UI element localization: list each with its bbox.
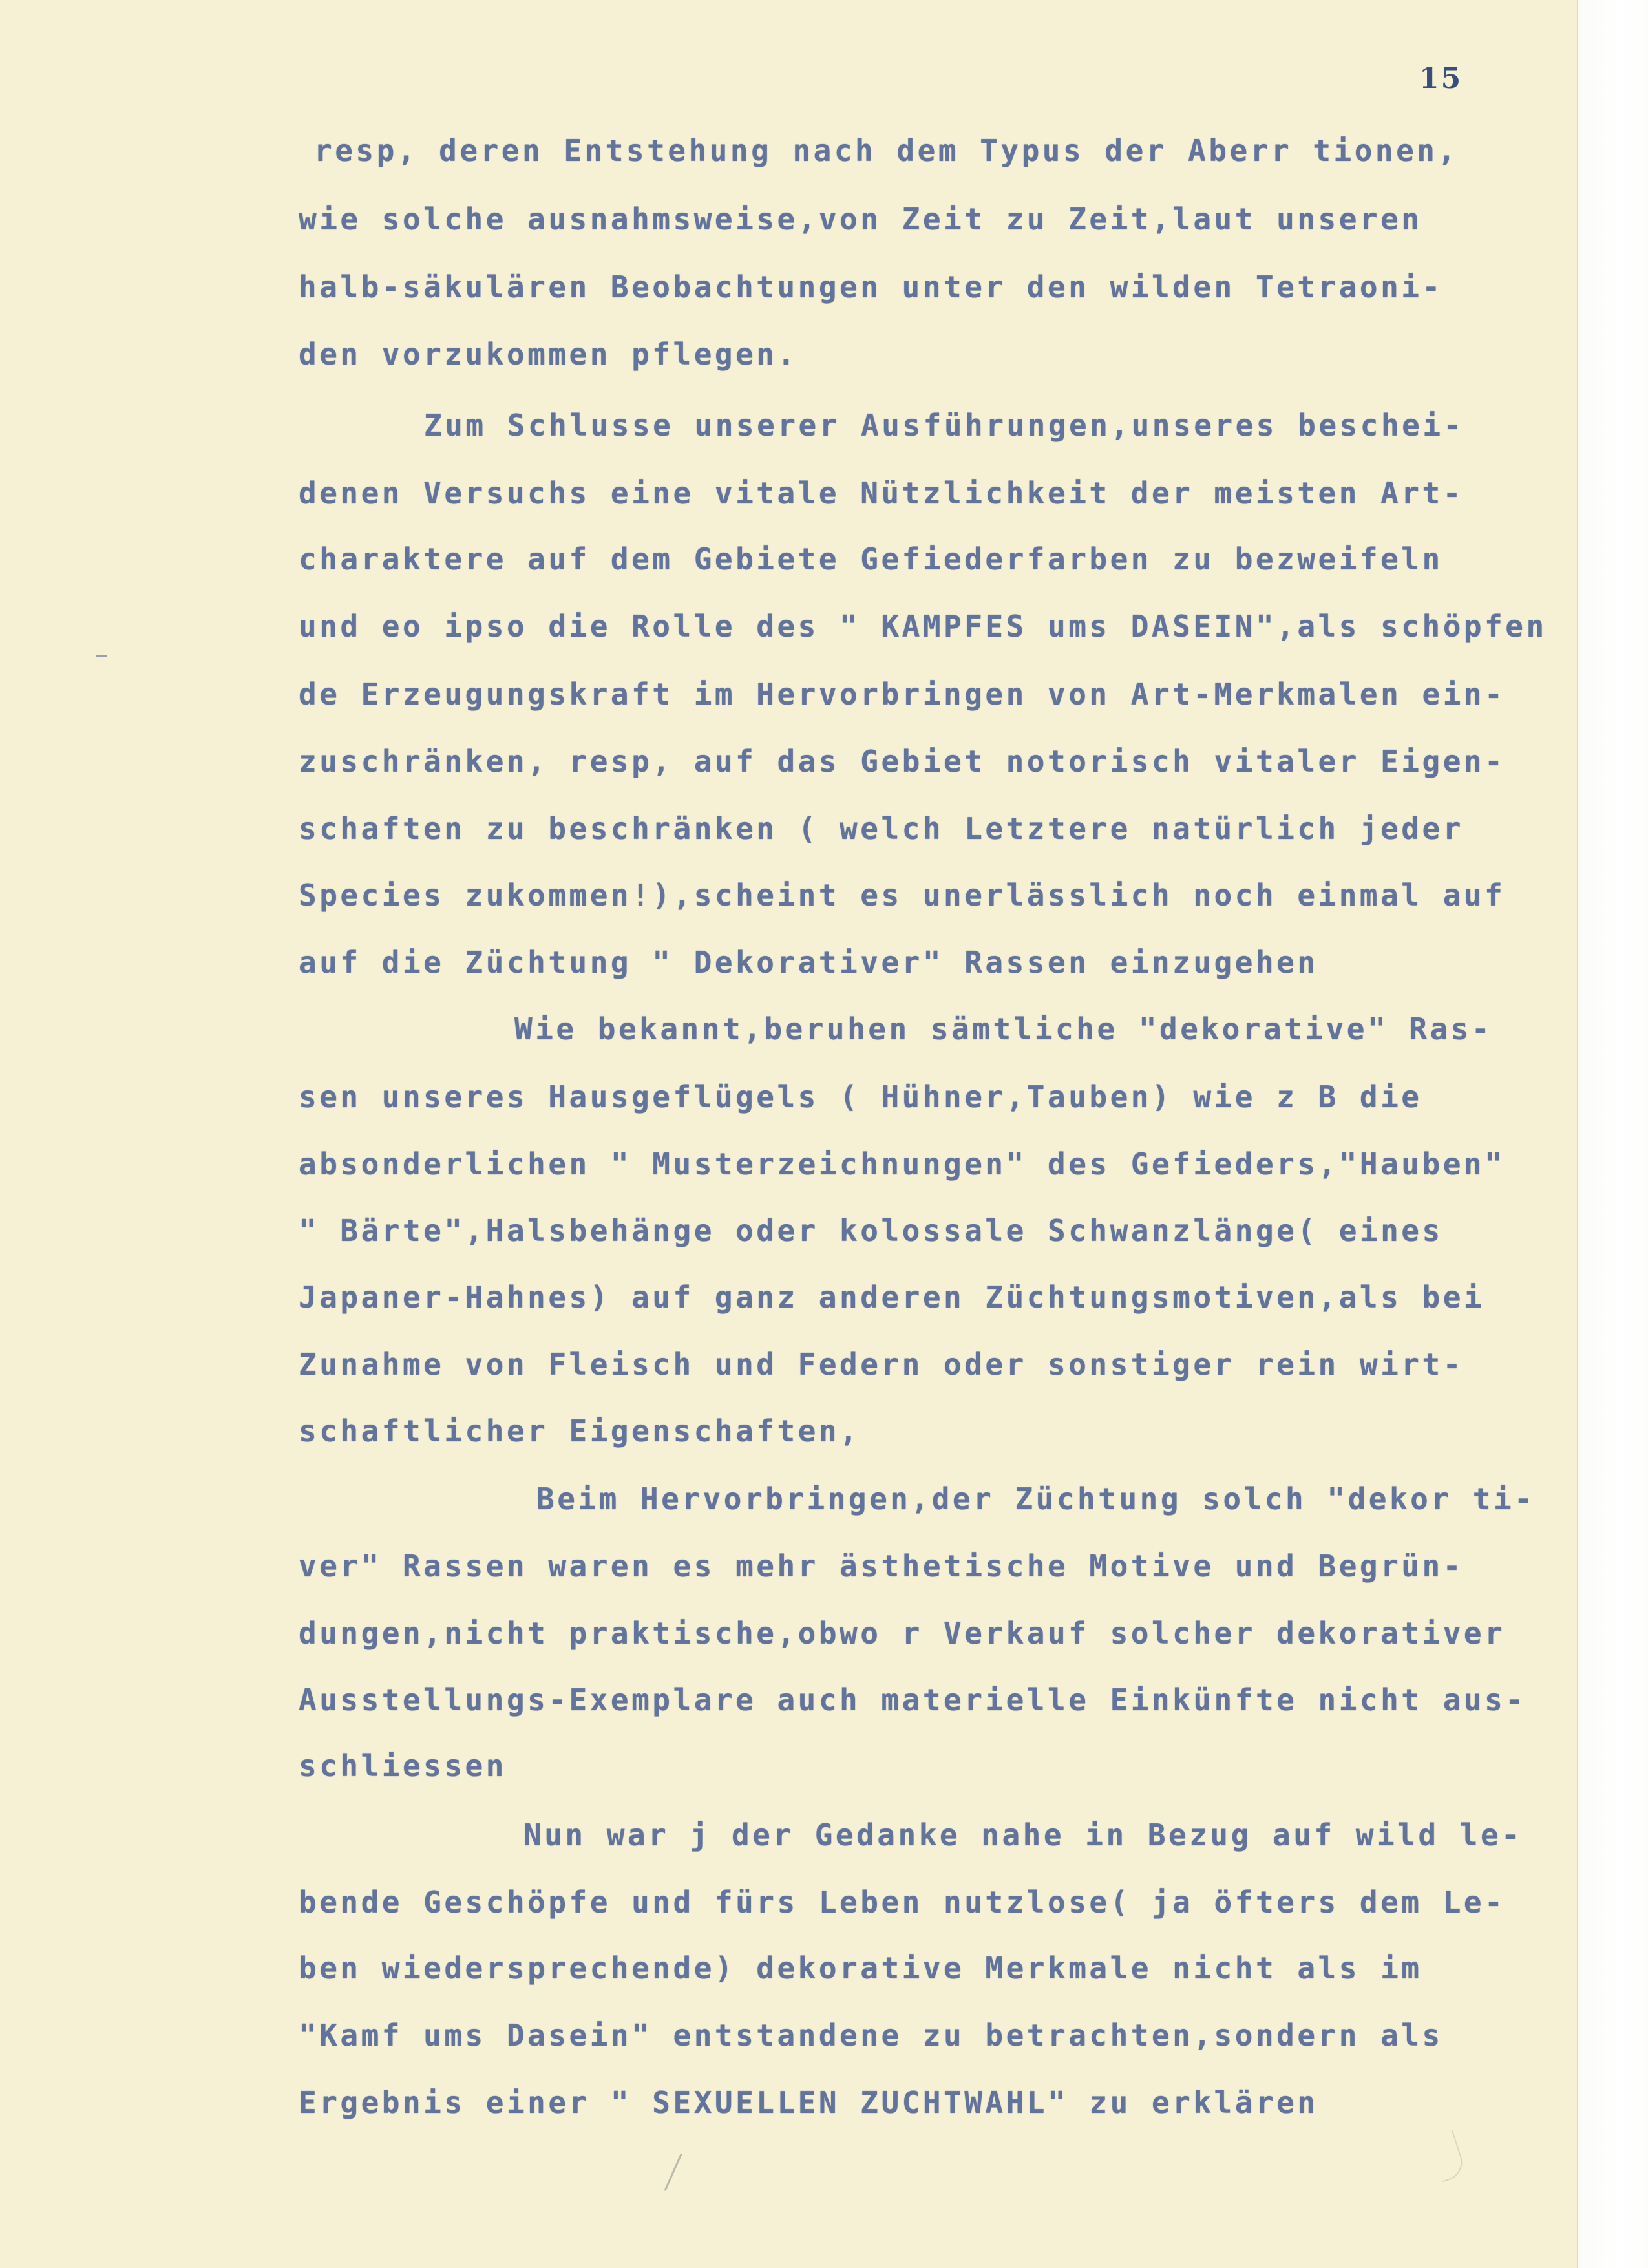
text-line: und eo ipso die Rolle des " KAMPFES ums DASEIN",als schöpfen — [299, 609, 1547, 644]
text-line: den vorzukommen pflegen. — [299, 337, 798, 372]
text-line: Beim Hervorbringen,der Züchtung solch "dekor ti- — [536, 1481, 1536, 1516]
margin-tick-mark — [96, 655, 107, 657]
text-line: Wie bekannt,beruhen sämtliche "dekorative" Ras- — [514, 1012, 1493, 1046]
text-line: auf die Züchtung " Dekorativer" Rassen einzugehen — [299, 945, 1318, 980]
text-line: Species zukommen!),scheint es unerlässlich noch einmal auf — [299, 878, 1506, 913]
text-line: schliessen — [299, 1748, 507, 1783]
text-line: ver" Rassen waren es mehr ästhetische Motive und Begrün- — [299, 1549, 1464, 1584]
text-line: schaftlicher Eigenschaften, — [299, 1414, 861, 1448]
text-line: schaften zu beschränken ( welch Letztere natürlich jeder — [299, 811, 1464, 846]
text-line: bende Geschöpfe und fürs Leben nutzlose( ja öfters dem Le- — [299, 1885, 1506, 1920]
text-line: Nun war j der Gedanke nahe in Bezug auf wild le- — [523, 1818, 1523, 1852]
text-line: denen Versuchs eine vitale Nützlichkeit der meisten Art- — [299, 476, 1464, 511]
text-line: wie solche ausnahmsweise,von Zeit zu Zeit,laut unseren — [299, 202, 1422, 237]
text-line: halb-säkulären Beobachtungen unter den wilden Tetraoni- — [299, 270, 1443, 304]
text-line: zuschränken, resp, auf das Gebiet notorisch vitaler Eigen- — [299, 744, 1506, 779]
text-line: charaktere auf dem Gebiete Gefiederfarben zu bezweifeln — [299, 542, 1443, 577]
text-line: de Erzeugungskraft im Hervorbringen von Art-Merkmalen ein- — [299, 677, 1506, 712]
text-line: Ergebnis einer " SEXUELLEN ZUCHTWAHL" zu erklären — [299, 2085, 1318, 2120]
text-line: Zunahme von Fleisch und Federn oder sonstiger rein wirt- — [299, 1347, 1464, 1382]
text-line: Zum Schlusse unserer Ausführungen,unseres beschei- — [424, 408, 1464, 443]
text-line: sen unseres Hausgeflügels ( Hühner,Tauben) wie z B die — [299, 1079, 1422, 1114]
text-line: dungen,nicht praktische,obwo r Verkauf solcher dekorativer — [299, 1616, 1506, 1651]
scan-background-margin — [1578, 0, 1648, 2268]
text-line: resp, deren Entstehung nach dem Typus der Aberr tionen, — [314, 133, 1459, 168]
text-line: " Bärte",Halsbehänge oder kolossale Schwanzlänge( eines — [299, 1213, 1443, 1248]
page-number: 15 — [1419, 62, 1463, 95]
text-line: "Kamf ums Dasein" entstandene zu betrachten,sondern als — [299, 2018, 1443, 2053]
text-line: Ausstellungs-Exemplare auch materielle Einkünfte nicht aus- — [299, 1682, 1527, 1717]
text-line: Japaner-Hahnes) auf ganz anderen Züchtungsmotiven,als bei — [299, 1280, 1485, 1315]
text-line: absonderlichen " Musterzeichnungen" des Gefieders,"Hauben" — [299, 1147, 1506, 1182]
text-line: ben wiedersprechende) dekorative Merkmale nicht als im — [299, 1951, 1422, 1986]
